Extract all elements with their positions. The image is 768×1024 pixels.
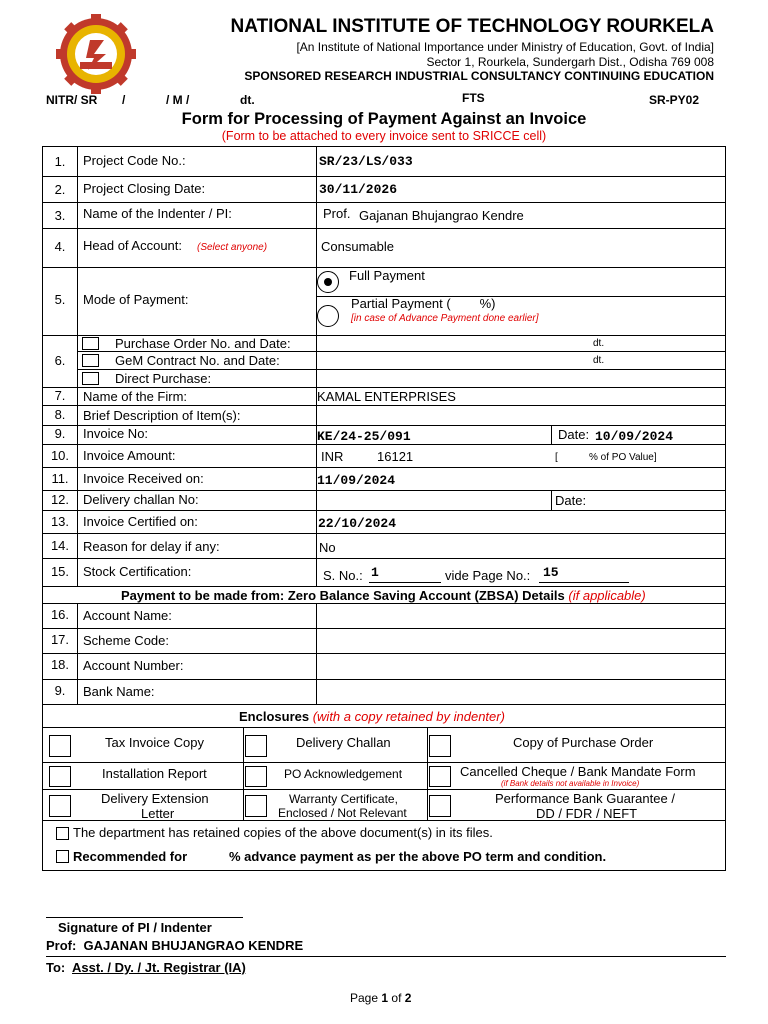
form-subtitle: (Form to be attached to every invoice sent to SRICCE cell) (221, 129, 547, 143)
form-code: SR-PY02 (649, 93, 700, 107)
gem-contract-checkbox[interactable] (82, 354, 99, 367)
invoice-certified-value[interactable]: 22/10/2024 (318, 516, 397, 531)
pi-name: Prof: GAJANAN BHUJANGRAO KENDRE (46, 938, 304, 953)
item-description-label: Brief Description of Item(s): (83, 408, 241, 423)
invoice-amount-value[interactable]: 16121 (377, 449, 414, 464)
account-number-label: Account Number: (83, 658, 184, 673)
indenter-value[interactable]: Gajanan Bhujangrao Kendre (359, 208, 524, 223)
delay-reason-value[interactable]: No (319, 540, 336, 555)
row-number: 4. (54, 239, 66, 254)
purchase-order-label: Purchase Order No. and Date: (115, 336, 291, 351)
radio-selected-dot (324, 278, 332, 286)
page-indicator (350, 991, 411, 1005)
row-number: 1. (54, 154, 66, 169)
full-payment-radio[interactable] (317, 271, 339, 293)
project-closing-date-value[interactable]: 30/11/2026 (319, 182, 398, 197)
purchase-order-checkbox[interactable] (82, 337, 99, 350)
head-of-account-note: (Select anyone) (197, 242, 268, 253)
zbsa-heading (121, 588, 646, 603)
invoice-amount-label: Invoice Amount: (83, 448, 176, 463)
row-number: 8. (54, 407, 66, 422)
ref-slash: / (122, 93, 126, 107)
po-acknowledgement-checkbox[interactable] (245, 766, 267, 787)
row-number: 13. (50, 514, 70, 529)
firm-name-label: Name of the Firm: (83, 389, 188, 404)
enclosures-heading (239, 709, 505, 724)
recommended-checkbox[interactable] (56, 850, 69, 863)
to-address: Asst. / Dy. / Jt. Registrar (IA) (72, 960, 246, 975)
delivery-challan-label: Delivery challan No: (83, 492, 199, 507)
department-name: SPONSORED RESEARCH INDUSTRIAL CONSULTANCY CONTINUING EDUCATION (244, 69, 714, 83)
row-number: 9. (54, 426, 66, 441)
stock-sno-underline (369, 582, 441, 583)
project-closing-date-label: Project Closing Date: (83, 181, 206, 196)
purchase-order-dt: dt. (593, 338, 605, 349)
purchase-order-copy-checkbox[interactable] (429, 735, 451, 757)
bank-guarantee-checkbox[interactable] (429, 795, 451, 817)
delivery-challan-checkbox[interactable] (245, 735, 267, 757)
firm-name-value[interactable]: KAMAL ENTERPRISES (317, 389, 456, 404)
delivery-extension-label: Delivery Extension (101, 791, 209, 806)
tax-invoice-label: Tax Invoice Copy (105, 735, 204, 750)
installation-report-label: Installation Report (102, 766, 207, 781)
recommended-label: Recommended for (73, 849, 188, 864)
warranty-certificate-checkbox[interactable] (245, 795, 267, 817)
ref-fts: FTS (462, 91, 485, 105)
institute-address: Sector 1, Rourkela, Sundergarh Dist., Odisha 769 008 (426, 55, 714, 69)
delay-reason-label: Reason for delay if any: (83, 539, 220, 554)
zbsa-heading-text: Payment to be made from: Zero Balance Saving Account (ZBSA) Details (121, 588, 565, 603)
page-of: of (391, 991, 402, 1005)
row-number: 3. (54, 208, 66, 223)
cancelled-cheque-note: (if Bank details not available in Invoice) (501, 779, 640, 788)
row-number: 10. (50, 448, 70, 463)
stock-sno-value[interactable]: 1 (371, 565, 379, 580)
stock-page-underline (539, 582, 629, 583)
recommended-rest-label: % advance payment as per the above PO term and condition. (229, 849, 607, 864)
account-name-label: Account Name: (83, 608, 172, 623)
stock-page-value[interactable]: 15 (543, 565, 559, 580)
row-number: 16. (50, 607, 70, 622)
footer-divider (46, 956, 726, 957)
row-divider (43, 176, 725, 177)
scheme-code-label: Scheme Code: (83, 633, 169, 648)
partial-payment-label: Partial Payment ( %) (351, 296, 496, 311)
ref-month: / M / (166, 93, 190, 107)
enclosures-heading-text: Enclosures (239, 709, 310, 724)
institute-name: NATIONAL INSTITUTE OF TECHNOLOGY ROURKELA (230, 16, 714, 37)
row-number: 6. (54, 353, 66, 368)
cancelled-cheque-checkbox[interactable] (429, 766, 451, 787)
retained-copies-label: The department has retained copies of the above document(s) in its files. (73, 825, 493, 840)
partial-payment-radio[interactable] (317, 305, 339, 327)
purchase-order-copy-label: Copy of Purchase Order (513, 735, 654, 750)
row-number: 2. (54, 182, 66, 197)
row-number: 12. (50, 492, 70, 507)
payment-form-table (42, 146, 726, 871)
partial-payment-note: [in case of Advance Payment done earlier] (351, 313, 539, 324)
delivery-extension-label-line2: Letter (141, 806, 175, 821)
tax-invoice-checkbox[interactable] (49, 735, 71, 757)
row-number: 17. (50, 632, 70, 647)
row-number: 18. (50, 657, 70, 672)
stock-page-label: vide Page No.: (445, 568, 531, 583)
bank-guarantee-label-line2: DD / FDR / NEFT (536, 806, 638, 821)
delivery-extension-checkbox[interactable] (49, 795, 71, 817)
invoice-received-label: Invoice Received on: (83, 471, 204, 486)
invoice-amount-currency: INR (321, 449, 344, 464)
page-number: 1 (381, 991, 389, 1005)
bank-guarantee-label: Performance Bank Guarantee / (495, 791, 675, 806)
cancelled-cheque-label: Cancelled Cheque / Bank Mandate Form (460, 764, 696, 779)
full-payment-label: Full Payment (349, 268, 425, 283)
head-of-account-label: Head of Account: (83, 238, 183, 253)
ref-dt: dt. (240, 93, 255, 107)
ref-nitr: NITR/ SR (46, 93, 98, 107)
zbsa-heading-note: (if applicable) (568, 588, 646, 603)
invoice-certified-label: Invoice Certified on: (83, 514, 198, 529)
stock-certification-label: Stock Certification: (83, 564, 192, 579)
row-number: 14. (50, 538, 70, 553)
row-number: 9. (54, 683, 66, 698)
retained-copies-checkbox[interactable] (56, 827, 69, 840)
row-number: 7. (54, 388, 66, 403)
row-number: 15. (50, 564, 70, 579)
row-number: 5. (54, 292, 66, 307)
po-value-bracket: [ (555, 452, 558, 463)
direct-purchase-checkbox[interactable] (82, 372, 99, 385)
delivery-challan-enclosure-label: Delivery Challan (296, 735, 391, 750)
invoice-date-label: Date: (558, 427, 590, 442)
head-of-account-value[interactable]: Consumable (321, 239, 394, 254)
page-word: Page (350, 991, 379, 1005)
form-title: Form for Processing of Payment Against an Invoice (181, 110, 587, 128)
project-code-value[interactable]: SR/23/LS/033 (319, 154, 413, 169)
signature-label: Signature of PI / Indenter (58, 920, 212, 935)
stock-sno-label: S. No.: (323, 568, 363, 583)
direct-purchase-label: Direct Purchase: (115, 371, 212, 386)
warranty-certificate-label: Warranty Certificate, (289, 792, 398, 806)
signature-line (46, 917, 243, 918)
invoice-received-value[interactable]: 11/09/2024 (317, 473, 396, 488)
warranty-certificate-label-line2: Enclosed / Not Relevant (278, 806, 407, 820)
bank-name-label: Bank Name: (83, 684, 155, 699)
institute-status: [An Institute of National Importance under Ministry of Education, Govt. of India] (296, 40, 714, 54)
invoice-no-label: Invoice No: (83, 426, 149, 441)
invoice-no-value[interactable]: KE/24-25/091 (317, 429, 411, 444)
mode-of-payment-label: Mode of Payment: (83, 292, 189, 307)
invoice-date-value[interactable]: 10/09/2024 (595, 429, 674, 444)
page-total: 2 (404, 991, 412, 1005)
delivery-challan-date-label: Date: (555, 493, 587, 508)
nit-rourkela-logo (52, 14, 140, 94)
indenter-prefix: Prof. (323, 206, 351, 221)
indenter-label: Name of the Indenter / PI: (83, 206, 232, 221)
gem-contract-label: GeM Contract No. and Date: (115, 353, 280, 368)
to-label: To: (46, 960, 66, 975)
row-number: 11. (51, 471, 69, 486)
project-code-label: Project Code No.: (83, 153, 186, 168)
enclosures-heading-note: (with a copy retained by indenter) (312, 709, 505, 724)
installation-report-checkbox[interactable] (49, 766, 71, 787)
po-value-note: % of PO Value] (589, 452, 657, 463)
gem-contract-dt: dt. (593, 355, 605, 366)
po-acknowledgement-label: PO Acknowledgement (284, 767, 403, 781)
